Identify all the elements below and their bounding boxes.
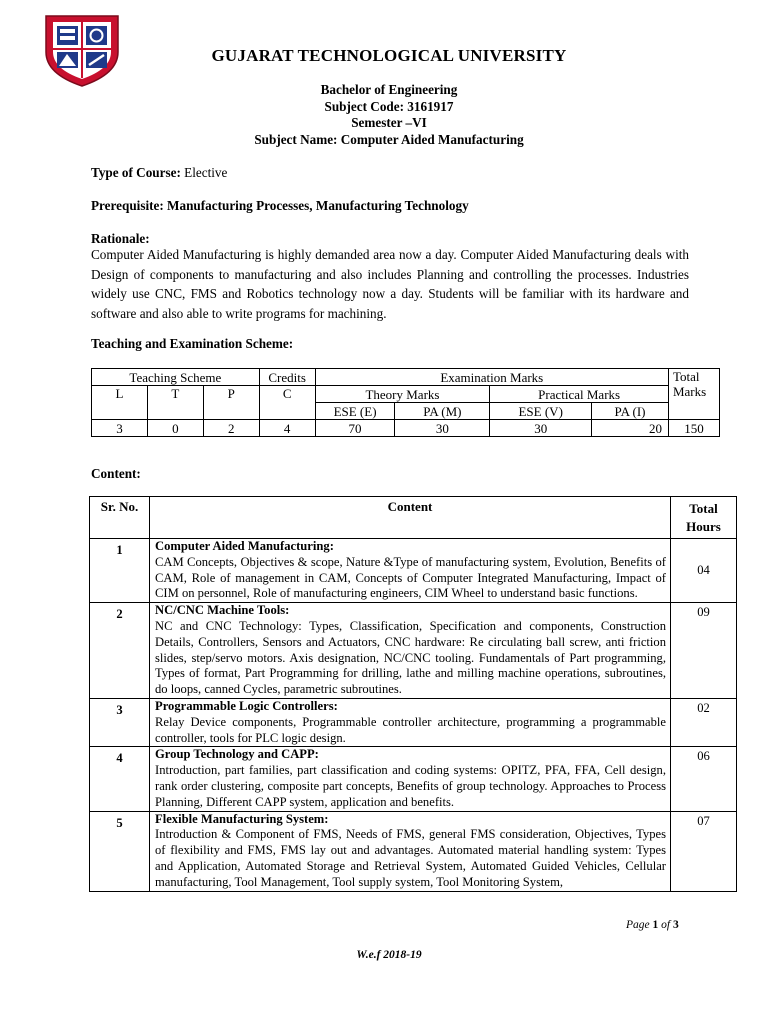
examination-marks-header: Examination Marks [315, 369, 668, 386]
content-hours: 09 [671, 603, 737, 699]
subject-header [0, 82, 768, 148]
content-cell [150, 811, 671, 891]
content-row-3 [90, 698, 737, 746]
marks-label: Marks [672, 384, 707, 399]
content-cell [150, 603, 671, 699]
total-hours-header [671, 497, 737, 539]
ese-v-value: 30 [490, 420, 592, 437]
content-heading: Content: [91, 466, 141, 481]
pa-i-header: PA (I) [592, 403, 669, 420]
pa-i-value: 20 [592, 420, 669, 437]
semester: Semester –VI [351, 115, 427, 130]
module-text: NC and CNC Technology: Types, Classification, Specification and components, Construction Details, Controllers, Sensors and Actuators, CNC hardware: Re circulating ball screw, anti friction slides, step/servo motors. Axis designation, NC/CNC tooling. Fundamentals of Part programming, Types of format, Part Programming for drilling, lathe and milling machine operations, subroutines, do loops, canned Cycles, parametric subroutines. [155, 618, 666, 697]
teaching-examination-scheme-table [91, 368, 720, 437]
course-type [91, 165, 689, 181]
content-row-4 [90, 747, 737, 811]
content-hours: 07 [671, 811, 737, 891]
sr-no-header: Sr. No. [90, 497, 150, 539]
theory-marks-header: Theory Marks [315, 386, 490, 403]
prerequisite: Prerequisite: Manufacturing Processes, Manufacturing Technology [91, 198, 469, 213]
content-sr: 5 [90, 811, 150, 891]
ese-e-value: 70 [315, 420, 395, 437]
credit-value: 4 [259, 420, 315, 437]
page-number [626, 919, 679, 931]
university-name: GUJARAT TECHNOLOGICAL UNIVERSITY [211, 46, 567, 65]
module-title: NC/CNC Machine Tools: [155, 603, 290, 618]
hours-header-line2: Hours [686, 518, 721, 534]
course-type-value: Elective [180, 165, 228, 180]
module-text: CAM Concepts, Objectives & scope, Nature &Type of manufacturing system, Evolution, Benefits of CAM, Role of management in CAM, Concepts of Computer Integrated Manufacturing, Impact of CIM on personnel, Role of manufacturing engineers, CIM Wheel to understand basic functions. [155, 554, 666, 601]
page-label: Page [626, 919, 653, 931]
page-of: of [658, 919, 673, 931]
total-label: Total [672, 369, 700, 384]
total-value: 150 [668, 420, 719, 437]
total-marks-header [668, 369, 719, 420]
rationale-text: Computer Aided Manufacturing is highly demanded area now a day. Computer Aided Manufacturing deals with Design of components to manufacturing and also includes Planning and controlling the processes. Industries widely use CNC, FMS and Robotics technology now a day. Students will be familiar with its hardware and software and also able to write programs for machining. [91, 247, 689, 321]
lecture-value: 3 [92, 420, 148, 437]
module-text: Introduction, part families, part classification and coding systems: OPITZ, PFA, FFA, Cell design, rank order clustering, composite part concepts, Benefits of group technology. Approaches to Process Planning, Different CAPP system, application and benefits. [155, 763, 666, 809]
practical-header: P [203, 386, 259, 420]
rationale-heading: Rationale: [91, 231, 150, 246]
credits-header: Credits [259, 369, 315, 386]
ese-e-header: ESE (E) [315, 403, 395, 420]
subject-name: Subject Name: Computer Aided Manufacturing [254, 131, 524, 147]
module-title: Programmable Logic Controllers: [155, 698, 338, 713]
content-hours: 04 [671, 539, 737, 603]
hours-header-line1: Total [689, 500, 718, 516]
practical-marks-header: Practical Marks [490, 386, 669, 403]
tutorial-value: 0 [147, 420, 203, 437]
content-table [89, 496, 737, 892]
content-header-row [90, 497, 737, 539]
with-effect-from: W.e.f 2018-19 [356, 949, 422, 961]
module-title: Group Technology and CAPP: [155, 747, 319, 762]
module-text: Relay Device components, Programmable controller architecture, programming a programmable controller, tools for PLC logic design. [155, 714, 666, 745]
pa-m-value: 30 [395, 420, 490, 437]
content-sr: 4 [90, 747, 150, 811]
content-cell [150, 698, 671, 746]
scheme-heading: Teaching and Examination Scheme: [91, 336, 294, 351]
ese-v-header: ESE (V) [490, 403, 592, 420]
content-cell [150, 747, 671, 811]
module-title: Computer Aided Manufacturing: [155, 539, 334, 553]
content-row-1 [90, 539, 737, 603]
teaching-scheme-header: Teaching Scheme [92, 369, 260, 386]
content-sr: 2 [90, 603, 150, 699]
content-hours: 02 [671, 698, 737, 746]
course-type-label: Type of Course: [91, 165, 181, 180]
content-column-header: Content [150, 497, 671, 539]
content-sr: 1 [90, 539, 150, 603]
module-text: Introduction & Component of FMS, Needs of FMS, general FMS consideration, Objectives, Types of flexibility and FMS, FMS lay out and advantages. Automated material handling system: Types and Application, Automated Storage and Retrieval System, Automated Guided Vehicles, Cellular manufacturing, Tool Management, Tool supply system, Tool Monitoring System, [155, 827, 666, 889]
tutorial-header: T [147, 386, 203, 420]
content-row-2 [90, 603, 737, 699]
module-title: Flexible Manufacturing System: [155, 811, 329, 826]
lecture-header: L [92, 386, 148, 420]
scheme-values-row [92, 420, 720, 437]
pa-m-header: PA (M) [395, 403, 490, 420]
practical-value: 2 [203, 420, 259, 437]
content-row-5 [90, 811, 737, 891]
content-hours: 06 [671, 747, 737, 811]
subject-code: Subject Code: 3161917 [324, 98, 454, 114]
page-total: 3 [672, 919, 679, 931]
credit-header: C [259, 386, 315, 420]
degree-name: Bachelor of Engineering [320, 82, 458, 97]
content-cell [150, 539, 671, 603]
content-sr: 3 [90, 698, 150, 746]
page-current: 1 [652, 919, 659, 931]
